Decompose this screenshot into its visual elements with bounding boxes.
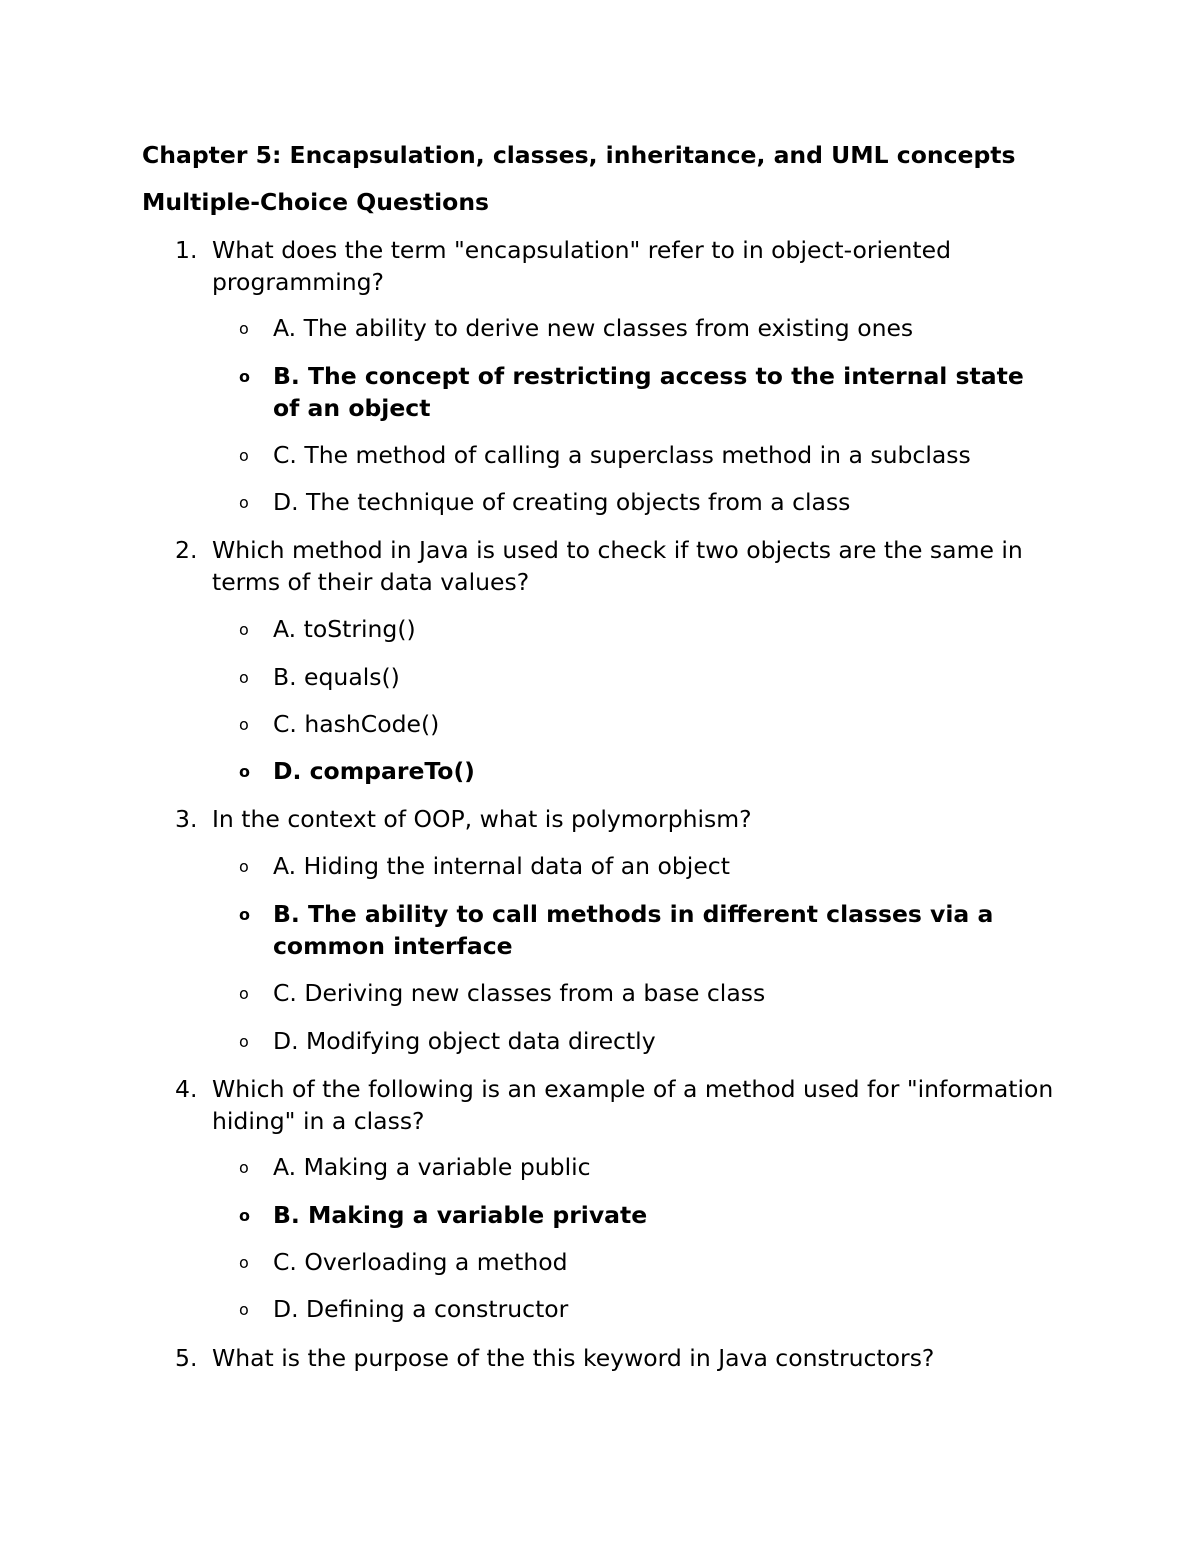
question-number: 4. <box>175 1075 198 1103</box>
bullet-icon: o <box>239 857 249 876</box>
option-text: D. Modifying object data directly <box>273 1027 656 1055</box>
option-text: D. Defining a constructor <box>273 1295 569 1323</box>
option-text: B. equals() <box>273 663 400 691</box>
question-text-cont: programming? <box>212 268 385 296</box>
correct-option-text: D. compareTo() <box>273 757 475 785</box>
bullet-icon: o <box>239 762 250 781</box>
question-text: Which of the following is an example of a method used for "information <box>212 1075 1054 1103</box>
option-text: D. The technique of creating objects from a class <box>273 488 851 516</box>
bullet-icon: o <box>239 446 249 465</box>
bullet-icon: o <box>239 984 249 1003</box>
section-title: Multiple-Choice Questions <box>142 188 490 216</box>
option-text: C. The method of calling a superclass method in a subclass <box>273 441 971 469</box>
bullet-icon: o <box>239 1206 250 1225</box>
bullet-icon: o <box>239 905 250 924</box>
option-text: C. Overloading a method <box>273 1248 568 1276</box>
question-text-cont: hiding" in a class? <box>212 1107 425 1135</box>
correct-option-text: B. Making a variable private <box>273 1201 648 1229</box>
question-text: What does the term "encapsulation" refer to in object-oriented <box>212 236 952 264</box>
option-text: A. The ability to derive new classes from existing ones <box>273 314 914 342</box>
bullet-icon: o <box>239 1032 249 1051</box>
bullet-icon: o <box>239 493 249 512</box>
chapter-title: Chapter 5: Encapsulation, classes, inheritance, and UML concepts <box>142 141 1016 169</box>
correct-option-text: B. The concept of restricting access to the internal state <box>273 362 1024 390</box>
bullet-icon: o <box>239 367 250 386</box>
bullet-icon: o <box>239 1253 249 1272</box>
question-number: 2. <box>175 536 198 564</box>
bullet-icon: o <box>239 1158 249 1177</box>
question-text: Which method in Java is used to check if two objects are the same in <box>212 536 1023 564</box>
option-text: C. Deriving new classes from a base class <box>273 979 766 1007</box>
question-text-cont: terms of their data values? <box>212 568 530 596</box>
bullet-icon: o <box>239 620 249 639</box>
bullet-icon: o <box>239 668 249 687</box>
correct-option-text-cont: common interface <box>273 932 513 960</box>
option-text: A. Hiding the internal data of an object <box>273 852 730 880</box>
bullet-icon: o <box>239 319 249 338</box>
option-text: C. hashCode() <box>273 710 440 738</box>
option-text: A. toString() <box>273 615 416 643</box>
bullet-icon: o <box>239 715 249 734</box>
option-text: A. Making a variable public <box>273 1153 591 1181</box>
question-number: 1. <box>175 236 198 264</box>
question-text: What is the purpose of the this keyword in Java constructors? <box>212 1344 935 1372</box>
question-number: 3. <box>175 805 198 833</box>
correct-option-text: B. The ability to call methods in different classes via a <box>273 900 994 928</box>
question-text: In the context of OOP, what is polymorphism? <box>212 805 752 833</box>
question-number: 5. <box>175 1344 198 1372</box>
correct-option-text-cont: of an object <box>273 394 431 422</box>
bullet-icon: o <box>239 1300 249 1319</box>
